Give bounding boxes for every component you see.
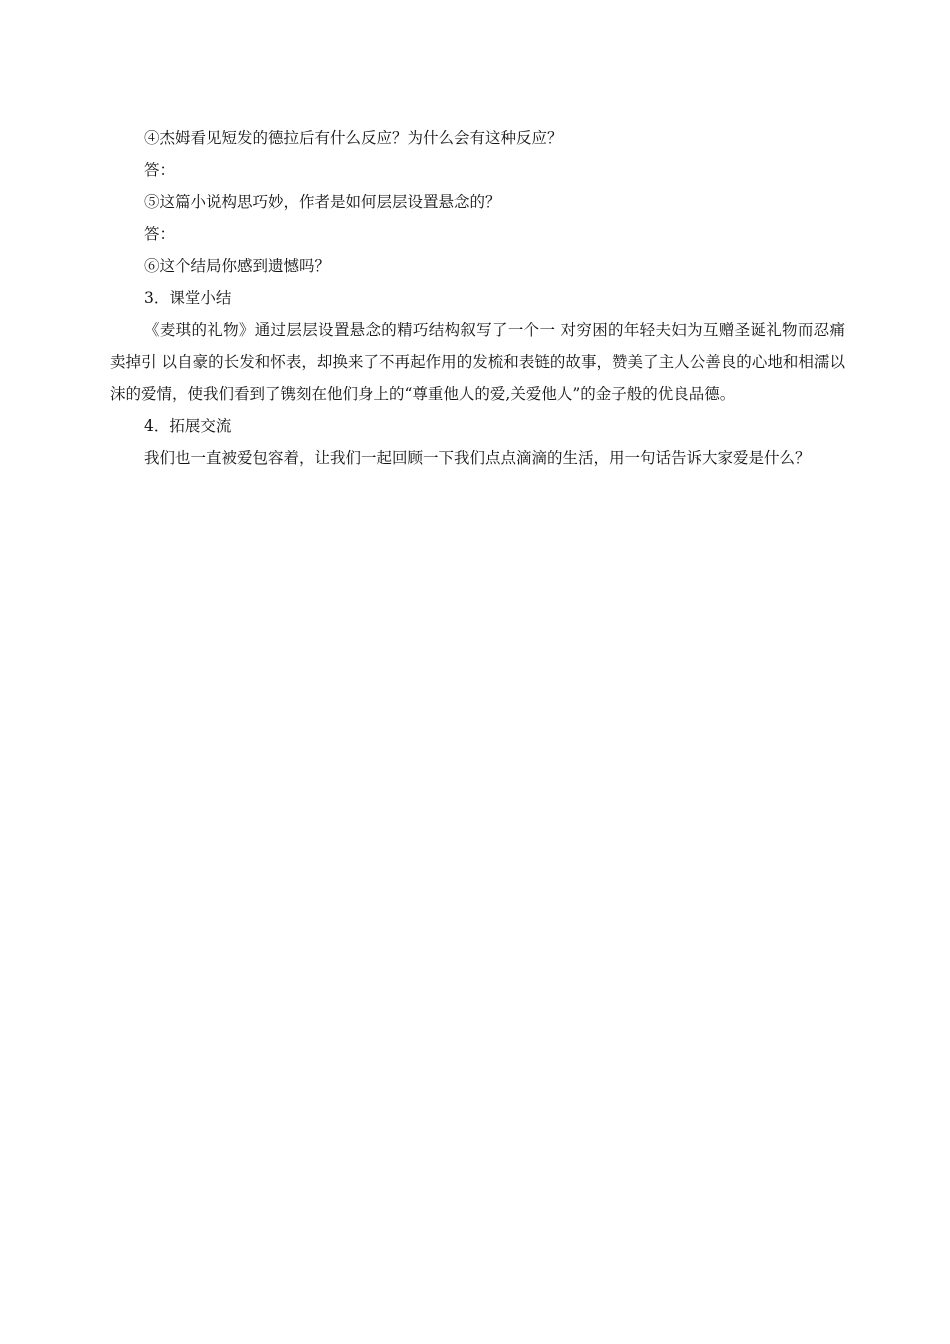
answer-5-label: 答： [144, 225, 176, 243]
question-5: ⑤这篇小说构思巧妙，作者是如何层层设置悬念的？ [144, 193, 501, 211]
section-3-heading: 3．课堂小结 [144, 289, 232, 307]
section-3-paragraph: 《麦琪的礼物》通过层层设置悬念的精巧结构叙写了一个一 对穷困的年轻夫妇为互赠圣诞礼物而忍痛卖掉引 以自豪的长发和怀表，却换来了不再起作用的发梳和表链的故事，赞美了主人公善良的心地和相濡以沫的爱情，使我们看到了镌刻在他们身上的“尊重他人的爱,关爱他人”的金子般的优良品德。 [110, 321, 845, 403]
question-4: ④杰姆看见短发的德拉后有什么反应？为什么会有这种反应？ [144, 129, 563, 147]
answer-4-label: 答： [144, 161, 176, 179]
section-4-paragraph: 我们也一直被爱包容着，让我们一起回顾一下我们点点滴滴的生活，用一句话告诉大家爱是什么？ [144, 449, 811, 467]
question-6: ⑥这个结局你感到遗憾吗？ [144, 257, 331, 275]
section-4-heading: 4．拓展交流 [144, 417, 232, 435]
document-body [110, 122, 845, 474]
